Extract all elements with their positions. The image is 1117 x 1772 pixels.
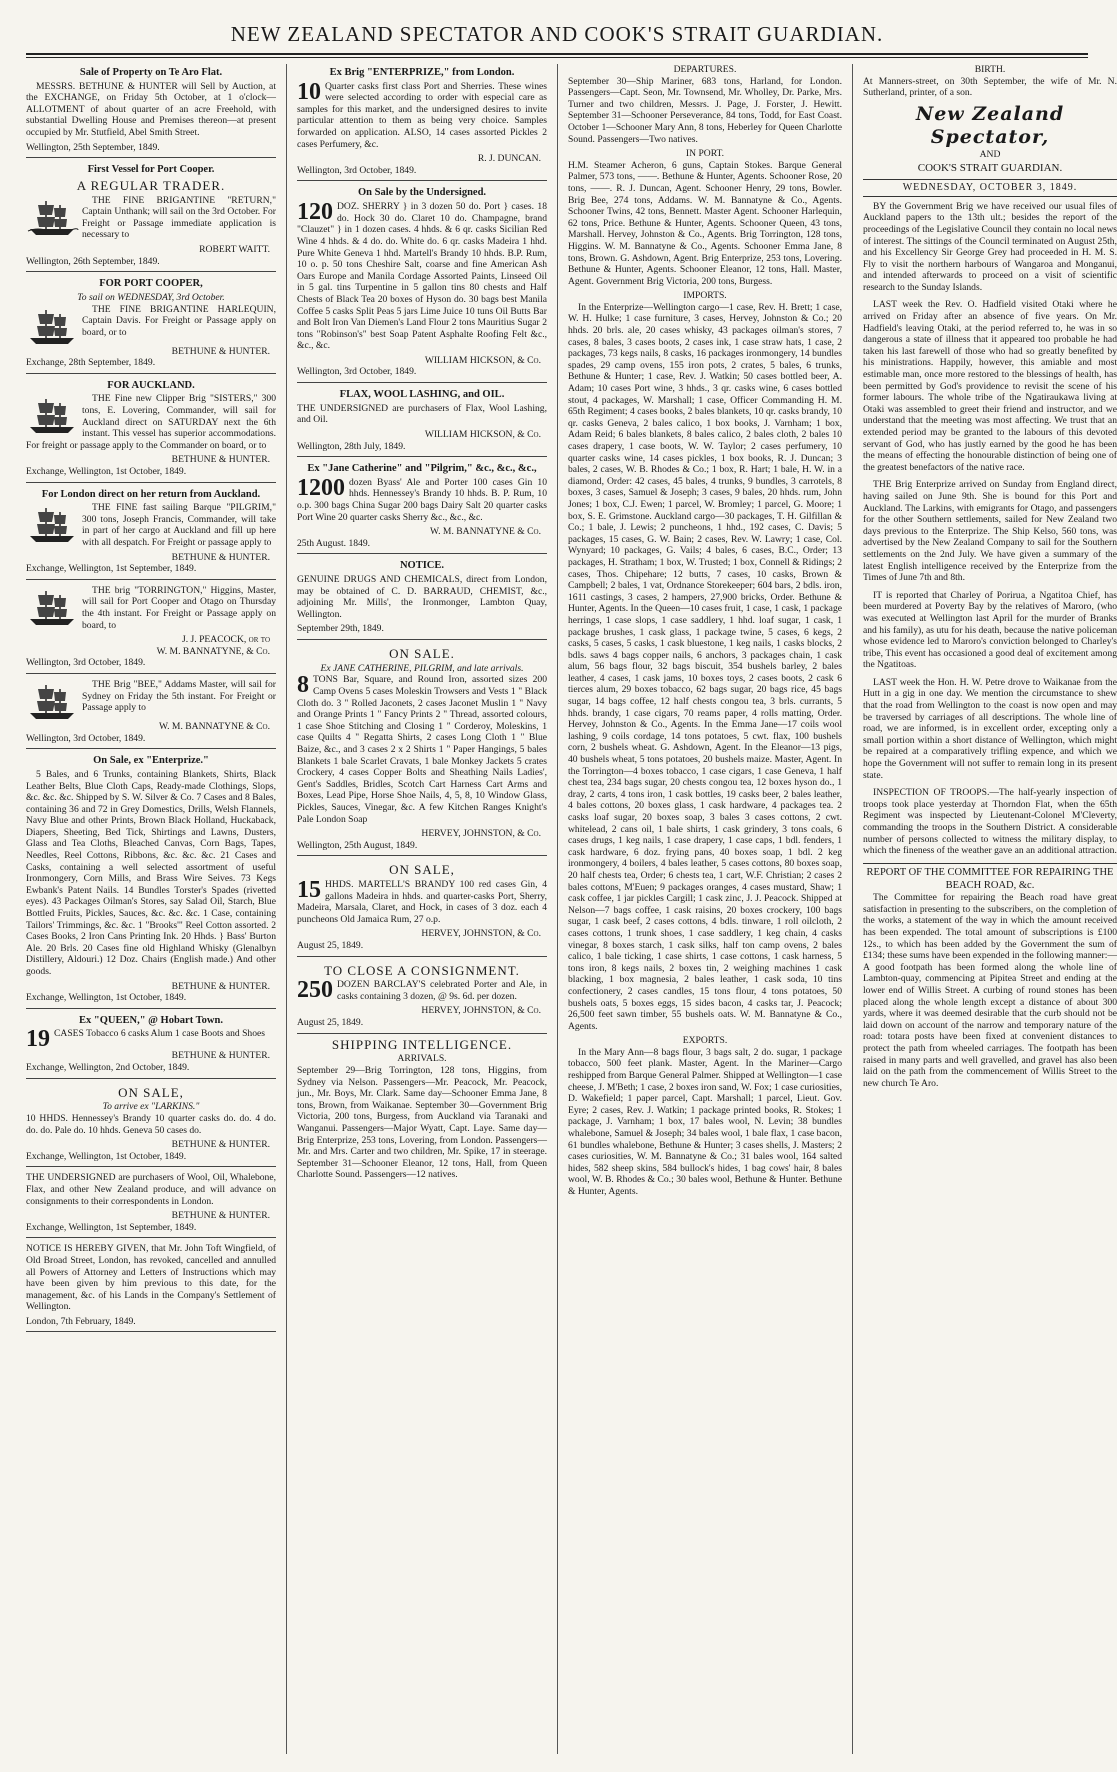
paper-and: AND <box>979 148 1001 160</box>
ad-iron-goods <box>297 643 547 856</box>
ad-body: GENUINE DRUGS AND CHEMICALS, direct from London, may be obtained of C. D. BARRAUD, CHEMIST, &c., adjoining Mr. Mills', the Ironmonger, Lambton Quay, Wellington. <box>297 574 547 620</box>
ad-date: Exchange, 28th September, 1849. <box>26 357 156 369</box>
ad-notice-drugs <box>297 557 547 640</box>
ad-body: dozen Byass' Ale and Porter 100 cases Gin 10 hhds. Hennessey's Brandy 10 hhds. B. P. Rum, 10 o.p. 300 bags China Sugar 200 bags Dairy Salt 20 quarter casks Port Wine 20 quarter casks Sherry &c., &c., &c. <box>297 476 547 523</box>
paper-date: WEDNESDAY, OCTOBER 3, 1849. <box>863 179 1117 197</box>
ad-signature: WILLIAM HICKSON, & Co. <box>424 354 541 366</box>
article-paragraph: IT is reported that Charley of Porirua, a Ngatitoa Chief, has been murdered at Poverty Bay by the relatives of Maroro, (who was executed at Wellington last April for the murder of Branks and his family), as utu for his death, because the native policeman whose evidence led to Maroro's conviction belonged to Charley's tribe, This event has occasioned a good deal of excitement among the Ngatitoas. <box>863 589 1117 671</box>
masthead-title: NEW ZEALAND SPECTATOR AND COOK'S STRAIT GUARDIAN. <box>230 22 884 46</box>
ad-body: 5 Bales, and 6 Trunks, containing Blankets, Shirts, Black Leather Belts, Blue Cloth Caps, Ready-made Clothings, Slops, &c. &c. &c. Shipped by S. W. Silver & Co. 7 Cases and 8 Bales, containing 36 and 72 in Grey Domestics, Drills, Welsh Flannels, Navy Blue and other Prints, Brown Black Holland, Huckaback, Diapers, Sheeting, Bed Tick, Shirtings and Lawns, Dusters, Glass and Tea Cloths, Bleached Canvas, Corn Bags, Tapes, Needles, Reel Cottons, Ribbons, &c. &c. &c. 21 Cases and Casks, containing a well selected assortment of useful Ironmongery, Corn Mills, and Brass Wire Seives. 73 Kegs Ewbank's Patent Nails. 14 Bundles Torster's Spades (rivetted eyes). 43 Packages Oilman's Stores, say Salad Oil, Starch, Blue Bottled Fruits, Pickles, Sauces, &c. &c. &c. 1 Case, containing Tailors' Trimmings, &c. &c. 1 "Brooks'" Reel Cotton assorted. 2 Cases Books, 2 Iron Cans Printing Ink. 20 Hhds. } Bass' Burton Ale. 20 Brls. 20 Cases fine old Highland Whisky (Glenalbyn Distillery, Aldouri.) 12 Doz. Chairs (English made.) And other goods. <box>26 768 276 977</box>
ad-ale-porter <box>297 460 547 554</box>
article-paragraph: LAST week the Hon. H. W. Petre drove to Waikanae from the Hutt in a gig in one day. We mention the circumstance to shew that the road from Wellington to the coast is now open and may be traversed by carriages of all descriptions. The whole line of road, we are informed, is in excellent order, excepting only a small portion within a short distance of Wellington, which might be repaired at a comparatively trifling expence, and which we hope the Government will not suffer to remain long in its present state. <box>863 676 1117 781</box>
column-4 <box>863 64 1117 1754</box>
ad-torrington <box>26 583 276 674</box>
article-paragraph: The Committee for repairing the Beach road have great satisfaction in presenting to the subscribers, on the completion of the works, a statement of the way in which the amount received has been expended. The total amount of subscriptions is £100 12s., to which has been added by the Government the sum of £134; these sums have been expended in the following manner:— A good footpath has been formed along the whole line of Lambton-quay, commencing at Pipitea Street and ending at the lower end of Willis Street. A curbing of round stones has been placed along the whole length except a distance of about 300 yards, where it was deemed desirable that the curb should not be laid down on account of the narrow and temporary nature of the road: totara posts have been fixed at convenient distances to protect the path from wheeled carriages. The footpath has been raised in many parts and well gravelled, and gravel has also been laid on the path from the commencement of Willis Street to the new church Te Aro. <box>863 892 1117 1089</box>
ad-signature: ROBERT WAITT. <box>199 244 270 256</box>
departures-body: September 30—Ship Mariner, 683 tons, Harland, for London. Passengers—Capt. Seon, Mr. Townsend, Mr. Wholley, Dr. Parke, Mrs. Turner and two children, Messrs. J. Page, J. Forster, J. Hewitt. September 31—Schooner Perseverance, 84 tons, Todd, for East Coast. October 1—Schooner Mary Ann, 8 tons, Heberley for Queen Charlotte Sound. Passengers—Two natives. <box>568 75 842 145</box>
ad-date: Wellington, 3rd October, 1849. <box>297 164 417 176</box>
report-heading: REPORT OF THE COMMITTEE FOR REPAIRING THE BEACH ROAD, &c. <box>863 863 1117 892</box>
ship-icon <box>26 395 78 435</box>
ad-date: August 25, 1849. <box>297 1017 364 1029</box>
ship-icon <box>26 197 78 237</box>
ad-date: Exchange, Wellington, 1st September, 1849. <box>26 1221 197 1233</box>
column-2 <box>297 64 547 1754</box>
ad-body: THE FINE BRIGANTINE HARLEQUIN, Captain Davis. For Freight or Passage apply on board, or to <box>82 303 276 338</box>
ad-date: Wellington, 25th August, 1849. <box>297 839 418 851</box>
ad-heading: Sale of Property on Te Aro Flat. <box>79 67 223 78</box>
ad-body: THE brig "TORRINGTON," Higgins, Master, will sail for Port Cooper and Otago on Thursday the 4th instant. For Freight or Passage apply on board, to <box>82 584 276 631</box>
ad-port-cooper-harlequin <box>26 275 276 373</box>
imports-label: IMPORTS. <box>683 290 727 302</box>
ship-icon <box>26 681 78 721</box>
ad-date: Wellington, 3rd October, 1849. <box>297 366 417 378</box>
ad-body: THE Fine new Clipper Brig "SISTERS," 300 tons, E. Lovering, Commander, will sail for Auckland direct on SATURDAY next the 6th instant. This vessel has superior accommodations. For freight or passage apply to the Commander on board, or to <box>26 393 276 451</box>
ad-body: TONS Bar, Square, and Round Iron, assorted sizes 200 Camp Ovens 5 cases Moleskin Trowsers and Vests 1 " Black Cloth do. 3 " Rolled Jaconets, 2 cases Jaconet Muslin 1 " Navy and Orange Prints 1 " Fancy Prints 2 " Thread, assorted colours, 1 case Shoe Stitching and Closing 1 " Corderoy, Moleskins, 1 case Quilts 4 " Regatta Shirts, 2 cases Long Cloth 1 " Blue Baize, &c., and 3 cases 2 x 2 Shirts 1 " Paper Hangings, 5 bales Blankets 1 bale Scarlet Cravats, 1 bale Monkey Jackets 5 crates Crockery, 4 cases Copper Bolts and Sheathing Nails Ladies', Gent's Saddles, Bridles, Scotch Cart Harness Cart Arms and Boxes, Lead Pipe, Horse Shoe Nails, 4, 5, 8, 10 Window Glass, Pickles, Sauces, Vinegar, &c. A few Kitchen Ranges Knight's Pale London Soap <box>297 674 547 825</box>
ad-number: 1200 <box>297 474 345 501</box>
ship-icon <box>26 587 78 627</box>
ad-bee <box>26 677 276 749</box>
ad-queen-tobacco <box>26 1012 276 1079</box>
ad-hickson-sale <box>297 184 547 383</box>
ad-body: 10 HHDS. Hennessey's Brandy 10 quarter casks do. do. 4 do. do. do. Pale do. 10 hhds. Geneva 50 cases do. <box>26 1112 276 1136</box>
ad-body: THE UNDERSIGNED are purchasers of Wool, Oil, Whalebone, Flax, and other New Zealand produce, and will advance on consignments to their correspondents in London. <box>26 1172 276 1207</box>
ad-heading: Ex Brig "ENTERPRIZE," from London. <box>329 67 515 78</box>
imports-body: In the Enterprize—Wellington cargo—1 case, Rev. H. Brett; 1 case, W. H. Hulke; 1 case furniture, 3 cases, Hervey, Johnston & Co.; 20 hhds. 20 brls. ale, 20 cases whisky, 43 packages oilman's stores, 7 cases, 8 bales, 3 cases boots, 2 cases ink, 1 case straw hats, 1 case, 2 packages, 73 kegs nails, 8 casks, 16 packages ironmongery, 14 bundles spades, 29 camp ovens, 155 iron pots, 2 crates, 5 bales, 6 trunks, Bethune & Hunter; 1 case, Rev. J. Watkin; 50 cases bottled beer, A. Adam; 10 cases Port wine, 3 hhds., 3 qr. casks wine, 6 cases bottled stout, 4 packages, W. Marshall; 1 case, Officer Commanding H. M. 65th Regiment; 4 cases books, 2 bales blankets, 10 qr. casks brandy, 10 qr. casks Geneva, 2 bales calico, 1 box books, J. Varnham; 1 box, Adam Reid; 6 bales blankets, 8 bales calico, 2 bales cloth, 2 bales 10 cases drapery, 1 case boots, W. W. Taylor; 2 cases perfumery, 10 quarter casks wine, 14 cases pickles, 1 box books, R. J. Duncan; 3 bales, 2 cases, W. B. Rhodes & Co.; 1 box, R. Hart; 1 bale, H. W. in a diamond, Order: 42 cases, 45 bales, 4 trunks, 9 bundles, 3 carrotels, 8 boxes, 3 cases, Samuel & Joseph; 3 cases, 9 bales, 20 hhds. rum, John Jones; 1 box, C.J. Ewen; 1 parcel, W. Bromley; 1 parcel, G. Moore; 1 box, S. E. Grimstone. Auckland cargo—30 packages, T. H. Gilfillan & Co.; 1 bale, J. Lewis; 2 puncheons, 1 hhd., 192 cases, C. Davis; 5 packages, 15 cases, G. W. Bain; 2 cases, Rev. W. Lawry; 1 case, Col. Wynyard; 10 packages, G. Vails; 4 bales, 6 cases, B.C., Order; 13 packages, H. Stratham; 1 box, W. Trusted; 1 box, Connell & Ridings; 2 cases, Thos. Chipehare; 12 butts, 7 cases, 10 casks, Brown & Campbell; 2 bales, 1 vat, Ordnance Storekeeper; 604 bars, 2 bdls. iron, 1611 castings, 3 cases, 2 hampers, 27,900 bricks, Order. Bethune & Hunter, Agents. In the Queen—10 cases fruit, 1 case, 1 cask, 1 package herrings, 1 case slops, 1 case saddlery, 1 hhd. loaf sugar, 1 cask, 1 package brushes, 1 cask glass, 1 package twine, 5 cases, 6 kegs, 2 casks, 5 cases, 5 casks, 1 cask bluestone, 1 keg nails, 1 casks blocks, 2 bdls. saws 4 bags copper nails, 6 anchors, 3 packages chain, 1 cask alum, 56 bags flour, 32 bags biscuit, 354 bushels barley, 2 bales leather, 4 cases, 1 cask jams, 10 boxes toys, 2 cases boots, 2 cask 6 tierces alum, 29 boxes tobacco, 62 bags sugar, 20 bags rice, 45 bags sugar, 14 bags coffee, 12 half chests congou tea, 3 brls. currants, 5 hhds. brandy, 1 case cigars, 70 reams paper, 4 rolls matting, Order. Hervey, Johnston & Co., Agents. In the Emma Jane—17 coils wool lashing, 9 coils cordage, 14 tons potatoes, 5 cwt. flax, 100 bushels corn, 2 bushels wheat. G. Ashdown, Agent. In the Eleanor—13 pigs, 40 bushels wheat, 5 tons potatoes, 20 bushels maize. Master, Agent. In the Torrington—4 boxes tobacco, 1 case cigars, 1 case Geneva, 1 half chest tea, 234 bags sugar, 20 chests congou tea, 12 boxes hyson do., 1 dray, 2 carts, 4 tons iron, 1 cask bottles, 19 casks beer, 2 bales leather, 4 bales cottons, 20 boxes glass, 1 cask hardware, 4 packages tea. 2 casks loaf sugar, 20 boxes soap, 3 bales 3 cases cottons, 2 cwt. whitelead, 2 cans oil, 1 bale shirts, 1 cask grindery, 3 tons coals, 6 cases drugs, 1 keg nails, 1 case drapery, 1 case caps, 1 bdl. fenders, 1 cask hardware, 6 doz. frying pans, 40 boxes soap, 1 bdl. 2 keg ironmongery, 4 boilers, 4 bales leather, 5 cases cottons, 80 boxes soap, 20 half chests tea, Order; 6 chests tea, 1 cart, W.F. Christian; 2 cases 2 bales cottons, M'Euen; 9 packages oranges, 4 cases mustard, Shaw; 1 cask coffee, 1 jar pickles Cargill; 1 cask zinc, J. J. Peacock. Shipped at Nelson—7 bags coffee, 1 cask raisins, 20 boxes crockery, 100 bags sugar, 1 cask beef, 2 cases cottons, 4 bdls. tinware, 1 roll oilcloth, 2 cases cottons, 1 trunk shoes, 1 case saddlery, 1 keg chain, 4 casks vinegar, 8 boxes starch, 1 cask silks, half ton camp ovens, 2 bales calico, 1 bale ticking, 1 case shirts, 1 case cottons, 1 cask harness, 5 tons iron, 8 kegs nails, 2 boxes tin, 2 weighing machines 1 cask blacking, 1 box magnesia, 2 bales leather, 1 cask soda, 10 tins confectionery, 2 cases candles, 15 tons flour, 4 tons potatoes, 50 bushels oats, 5 boxes eggs, 15 sides bacon, 4 casks tar, J. Peacock; 26,500 feet sawn timber, 55 bushels oats. W. M. Bannatyne & Co., Agents. <box>568 301 842 1032</box>
ad-heading: On Sale by the Undersigned. <box>357 187 487 199</box>
ad-signature: BETHUNE & HUNTER. <box>171 345 270 357</box>
ad-body: Quarter casks first class Port and Sherries. These wines were selected according to order with especial care as samples for this market, and the undersigned desires to invite particular attention to them as being very choice. Samples forwarded on application. ALSO, 14 cases assorted Pickles 2 cases Perfumery, &c. <box>297 80 547 150</box>
ad-flax-wool <box>297 386 547 457</box>
ad-date: Exchange, Wellington, 2nd October, 1849. <box>26 1062 190 1074</box>
ad-heading: First Vessel for Port Cooper. <box>87 164 215 176</box>
ad-number: 15 <box>297 877 321 904</box>
ad-subheading: To sail on WEDNESDAY, 3rd October. <box>77 291 225 303</box>
ad-signature: R. J. DUNCAN. <box>477 153 541 165</box>
birth-heading: BIRTH. <box>974 64 1006 75</box>
ad-barclays-porter <box>297 960 547 1034</box>
ad-heading: ON SALE. <box>389 646 455 662</box>
shipping-intelligence <box>297 1037 547 1181</box>
ad-heading: FLAX, WOOL LASHING, and OIL. <box>339 389 505 401</box>
column-divider <box>557 64 558 1754</box>
paper-title: New Zealand Spectator, <box>915 102 1065 148</box>
ad-subheading: A REGULAR TRADER. <box>76 177 226 193</box>
ad-number: 19 <box>26 1026 50 1053</box>
ad-date: 25th August. 1849. <box>297 537 371 549</box>
ad-signature: BETHUNE & HUNTER. <box>171 551 270 563</box>
ad-signature: BETHUNE & HUNTER. <box>171 980 270 992</box>
ship-icon <box>26 504 78 544</box>
ad-date: August 25, 1849. <box>297 939 364 951</box>
ad-date: Exchange, Wellington, 1st October, 1849. <box>26 466 187 477</box>
ad-signature: WILLIAM HICKSON, & Co. <box>424 428 541 440</box>
ad-signature: HERVEY, JOHNSTON, & Co. <box>421 928 541 940</box>
ad-signature: BETHUNE & HUNTER. <box>171 1210 270 1222</box>
section-heading: SHIPPING INTELLIGENCE. <box>331 1036 513 1052</box>
ad-heading: For London direct on her return from Auckland. <box>41 488 261 500</box>
ad-heading: NOTICE. <box>399 560 445 572</box>
columns <box>26 64 1117 1754</box>
ad-subheading: To arrive ex "LARKINS." <box>102 1101 200 1113</box>
masthead-rule <box>26 53 1088 58</box>
ad-te-aro-sale <box>26 64 276 158</box>
ad-signature: BETHUNE & HUNTER. <box>171 1139 270 1151</box>
ad-date: Exchange, Wellington, 1st October, 1849. <box>26 1150 187 1162</box>
arrivals-body: September 29—Brig Torrington, 128 tons, Higgins, from Sydney via Nelson. Passengers—Mr. Peacock, Mr. Peacock, jun., Mr. Boys, Mr. Clark. Same day—Schooner Emma Jane, 8 tons, Brown, from Waikanae. September 30—Government Brig Victoria, 200 tons, Burgess, from Auckland via Taranaki and Wanganui. Passengers—Major Wyatt, Capt. Laye. Same day—Brig Enterprize, 253 tons, Lovering, from London. Passengers—Mr. and Mrs. Carter and two children, Mr. Spike, 17 in steerage. September 31—Schooner Eleanor, 12 tons, Hall, from Queen Charlotte Sound. Passengers—12 natives. <box>297 1064 547 1181</box>
ad-date: Wellington, 3rd October, 1849. <box>26 657 146 669</box>
ad-signature: HERVEY, JOHNSTON, & Co. <box>421 828 541 840</box>
exports-body: In the Mary Ann—8 bags flour, 3 bags salt, 2 do. sugar, 1 package tobacco, 500 feet plank. Master, Agent. In the Mariner—Cargo reshipped from Barque General Palmer. Shipped at Wellington—1 case cheese, J. M'Beth; 1 case, 2 boxes iron sand, W. Fox; 1 case curiosities, D. Wakefield; 1 paper parcel, Capt. Marshall; 1 parcel, Lieut. Gov. Eyre; 2 cases, Rev. J. Watkin; 1 package printed books, R. Stokes; 1 package, J. Varnham; 1 box, 17 bales wool, N. Levin; 38 bundles whalebone, Samuel & Joseph; 34 bales wool, 1 bale flax, 1 case bacon, 61 bundles whalebone, Bethune & Hunter; 3 cases shells, J. Masters; 2 cases curiosities, W. M. Bannatyne & Co.; 31 bales wool, 164 salted hides, 582 sheep skins, 584 bullock's hides, 1 bag cows' hair, 8 bales wool, W. B. Rhodes & Co.; 30 bales wool, Bethune & Hunter. Bethune & Hunter, Agents. <box>568 1046 842 1197</box>
ad-heading: On Sale, ex "Enterprize." <box>93 755 209 767</box>
ad-number: 8 <box>297 672 309 699</box>
ad-body: THE FINE fast sailing Barque "PILGRIM," 300 tons, Joseph Francis, Commander, will take in part of her cargo at Auckland and fill up here with all despatch. For Freight or passage apply to <box>82 502 276 549</box>
ad-signature: J. J. PEACOCK, or to <box>182 634 270 646</box>
ad-signature: HERVEY, JOHNSTON, & Co. <box>421 1005 541 1017</box>
ad-signature: W. M. BANNATYNE, & Co. <box>156 645 270 657</box>
departures-label: DEPARTURES. <box>673 64 737 75</box>
ad-number: 120 <box>297 199 333 226</box>
ad-heading: Ex "QUEEN," @ Hobart Town. <box>79 1014 223 1026</box>
ad-date: September 29th, 1849. <box>297 623 384 635</box>
ad-heading: ON SALE, <box>389 862 455 878</box>
ad-body: DOZ. SHERRY } in 3 dozen 50 do. Port } cases. 18 do. Hock 30 do. Claret 10 do. Champagne, brand "Clauzet" } in 1 dozen cases. 4 hhds. & 6 qr. casks Sicilian Red Wine 4 hhds. & 4 do. do. White do. 6 qr. casks Madeira 1 hhd. Pure White Geneva 1 hhd. Martell's Brandy 10 hhds. B.P. Rum, 10 o. p. 50 tons Cheshire Salt, coarse and fine American Ash Oars Europe and Manila Cordage Assorted Paints, Linseed Oil in 5 gal. tins Turpentine in 5 gallon tins 80 chests and Half Chests of Black Tea 20 boxes of Hyson do. 30 bags best Manila Coffee 5 casks Split Peas 5 jars Lime Juice 10 tuns Oil Butts Bar and Bolt Iron Van Diemen's Land Flour 2 tons Mauritius Sugar 2 tons "Robinson's" best Soap Patent Asphalte Roofing Felt &c., &c., &c. <box>297 201 547 352</box>
ad-heading: TO CLOSE A CONSIGNMENT. <box>324 962 520 978</box>
column-1 <box>26 64 276 1754</box>
ad-number: 250 <box>297 977 333 1004</box>
column-divider <box>852 64 853 1754</box>
ad-heading: FOR AUCKLAND. <box>107 379 195 391</box>
ad-body: CASES Tobacco 6 casks Alum 1 case Boots and Shoes <box>54 1028 265 1040</box>
ad-date: London, 7th February, 1849. <box>26 1315 136 1327</box>
ad-body: THE FINE BRIGANTINE "RETURN," Captain Unthank; will sail on the 3rd October. For Freight or Passage immediate application is necessary to <box>82 194 276 241</box>
ad-enterprize-wines <box>297 64 547 181</box>
inport-label: IN PORT. <box>685 148 725 160</box>
ad-date: Wellington, 25th September, 1849. <box>26 141 160 153</box>
inport-body: H.M. Steamer Acheron, 6 guns, Captain Stokes. Barque General Palmer, 573 tons, ——. Bethune & Hunter, Agents. Schooner Rose, 20 tons, ——. R. J. Duncan, Agent. Schooner Henry, 29 tons, Bowler. Brig Bee, 274 tons, Addams. W. M. Bannatyne & Co., Agents. Schooner Twins, 42 tons, Bennett. Master Agent. Schooner Harlequin, 62 tons, Price. Bethune & Hunter, Agents. Schooner Queen, 43 tons, Marshall. Hervey, Johnston & Co., Agents. Brig Torrington, 128 tons, Higgins. W. M. Bannatyne & Co., Agents. Schooner Emma Jane, 8 tons, Brown. G. Ashdown, Agent. Brig Enterprize, 253 tons, Lovering. Bethune & Hunter, Agents. Schooner Eleanor, 12 tons, Hall. Master, Agent. Government Brig Victoria, 200 tons, Burgess. <box>568 159 842 287</box>
ad-signature: BETHUNE & HUNTER. <box>171 1050 270 1062</box>
ad-body: DOZEN BARCLAY'S celebrated Porter and Ale, in casks containing 3 dozen, @ 9s. 6d. per dozen. <box>337 979 547 1002</box>
column-3 <box>568 64 842 1754</box>
column-divider <box>286 64 287 1754</box>
ad-purchasers-wool <box>26 1170 276 1238</box>
ad-signature: W. M. BANNATYNE & Co. <box>158 721 270 733</box>
ad-subheading: Ex JANE CATHERINE, PILGRIM, and late arrivals. <box>320 662 524 674</box>
ad-body: HHDS. MARTELL'S BRANDY 100 red cases Gin, 4 gallons Madeira in hhds. and quarter-casks Port, Sherry, Madeira, Marsala, Claret, and Hock, in cases of 3 doz. each 4 puncheons Old Jamaica Rum, 27 o.p. <box>297 879 547 925</box>
ad-martells-brandy <box>297 859 547 956</box>
ad-signature: W. M. BANNATYNE & Co. <box>429 526 541 538</box>
ad-body: THE UNDERSIGNED are purchasers of Flax, Wool Lashing, and Oil. <box>297 402 547 426</box>
article-paragraph: LAST week the Rev. O. Hadfield visited Otaki where he arrived on Friday after an absence of five years. On Mr. Hadfield's leaving Otaki, at the period referred to, he was in so dangerous a state of illness that it appeared too probable he had taken his last farewell of those who had so greatly benefited by his ministrations. Happily, however, this amiable and most estimable man, once more restored to the blessings of health, has been permitted by God's providence to revisit the scene of his former labours. The whole tribe of the Ngatiraukawa living at Otaki was assembled to greet their friend and instructor, and we understand that the meeting was most affecting. We trust that an extended period may be granted to the labours of this devoted servant of God, who has justly earned by the good he has been the means of effecting the honourable distinction of being one of the greatest benefactors of the native race. <box>863 299 1117 473</box>
article-paragraph: THE Brig Enterprize arrived on Sunday from England direct, having sailed on June 9th. She is bound for this Port and Auckland. The Larkins, with emigrants for Otago, and passengers for the other Southern settlements, sailed for New Zealand two days previous to the Enterprize. The Ship Kelso, 560 tons, was advertised by the New Zealand Company to sail for the Southern settlements on the 2nd July. We have given a summary of the latest English intelligence received by the Enterprize from the Times of June 7th and 8th. <box>863 479 1117 584</box>
ad-heading: ON SALE, <box>118 1084 184 1100</box>
ad-date: Exchange, Wellington, 1st October, 1849. <box>26 992 187 1004</box>
ad-larkins <box>26 1082 276 1168</box>
ad-heading: Ex "Jane Catherine" and "Pilgrim," &c., &c., &c., <box>307 463 537 475</box>
ad-body: NOTICE IS HEREBY GIVEN, that Mr. John Toft Wingfield, of Old Broad Street, London, has revoked, cancelled and annulled all Powers of Attorney and Letters of Instructions which may have been given by him previous to this date, for the management, &c. of his Lands in the Company's Settlement of Wellington. <box>26 1243 276 1313</box>
ad-number: 10 <box>297 78 321 105</box>
ad-date: Wellington, 26th September, 1849. <box>26 255 160 267</box>
paper-subtitle: COOK'S STRAIT GUARDIAN. <box>917 162 1063 175</box>
arrivals-label: ARRIVALS. <box>397 1053 447 1065</box>
ad-date: Wellington, 3rd October, 1849. <box>26 732 146 744</box>
ad-date: Wellington, 28th July, 1849. <box>297 440 406 452</box>
ad-london-pilgrim <box>26 486 276 580</box>
ad-auckland-sisters <box>26 377 276 483</box>
exports-label: EXPORTS. <box>682 1035 728 1047</box>
ad-signature: BETHUNE & HUNTER. <box>171 454 270 466</box>
ad-heading: FOR PORT COOPER, <box>99 278 203 290</box>
ad-body: MESSRS. BETHUNE & HUNTER will Sell by Auction, at the EXCHANGE, on Friday 5th October, at 1 o'clock— ALLOTMENT of about quarter of an acre Freehold, with substantial Dwelling House and Premises thereon—at present occupied by Mr. Stutfield, Abel Smith Street. <box>26 80 276 139</box>
ad-body: THE Brig "BEE," Addams Master, will sail for Sydney on Friday the 5th instant. For Freight or Passage apply to <box>82 679 276 714</box>
ship-icon <box>26 306 78 346</box>
article-paragraph: INSPECTION OF TROOPS.—The half-yearly inspection of troops took place yesterday at Thorndon Flat, when the 65th Regiment was inspected by Lieutenant-Colonel M'Cleverty, commanding the troops in the Southern District. A considerable number of persons collected to witness the military display, to which the fineness of the weather gave an an additional attraction. <box>863 787 1117 857</box>
ad-date: Exchange, Wellington, 1st September, 1849. <box>26 563 197 575</box>
birth-body: At Manners-street, on 30th September, the wife of Mr. N. Sutherland, printer, of a son. <box>863 75 1117 99</box>
ad-port-cooper-return <box>26 161 276 272</box>
article-paragraph: BY the Government Brig we have received our usual files of Auckland papers to the 13th ult.; besides the report of the proceedings of the Legislative Council they contain no local news of interest. The sittings of the Council terminated on August 25th, and his Excellency Sir George Grey had proceeded in H. M. S. Fly to visit the northern harbours of Wangaroa and Monganui, and intended afterwards to proceed on a visit of scientific research to the Sunday Islands. <box>863 200 1117 293</box>
ad-notice-wingfield <box>26 1241 276 1332</box>
ad-enterprize-goods <box>26 752 276 1009</box>
